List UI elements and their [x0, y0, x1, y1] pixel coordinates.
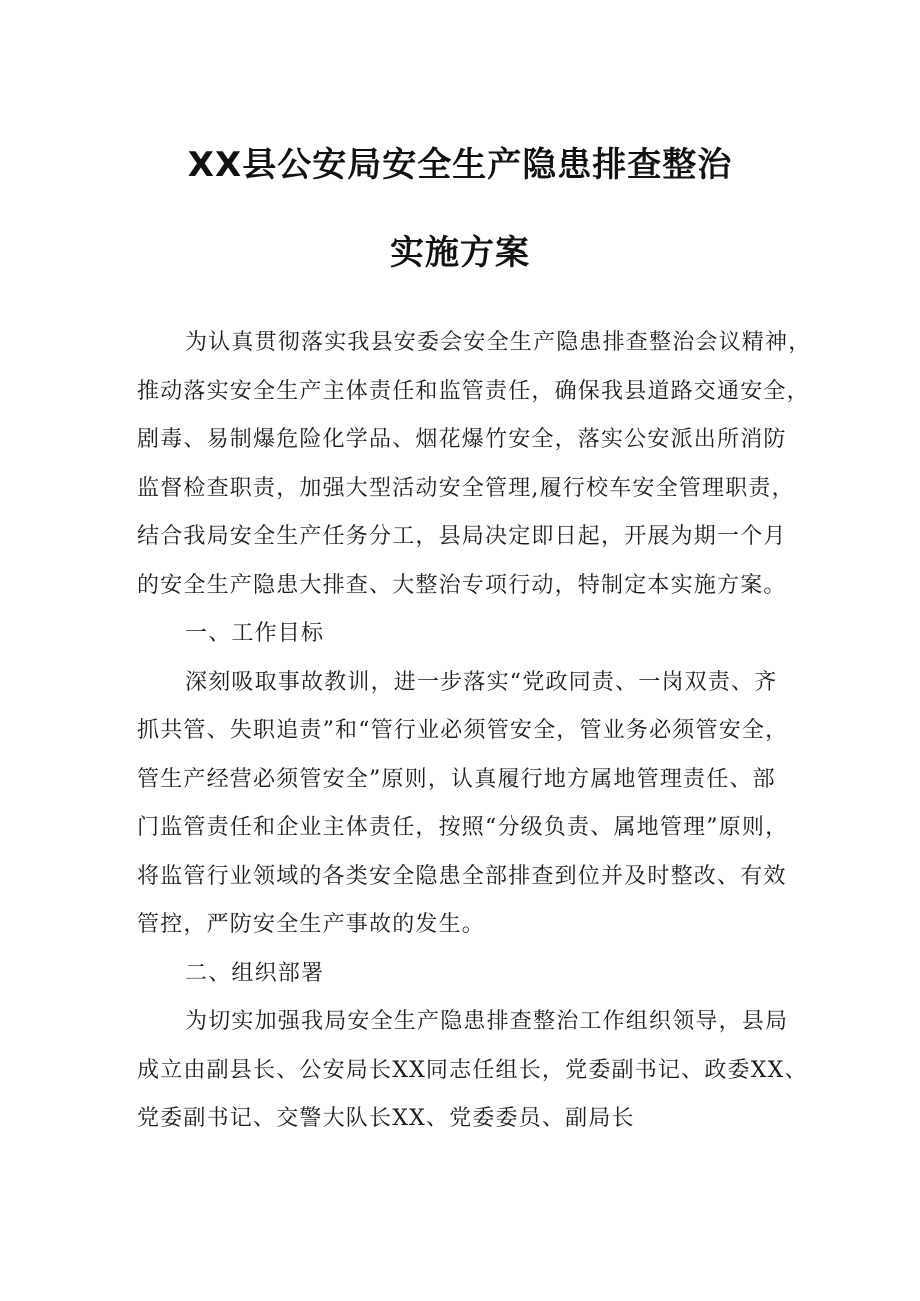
document-title-line-2: 实施方案 [390, 233, 530, 273]
paragraph-2-line-5: 将监管行业领域的各类安全隐患全部排查到位并及时整改、有效 [137, 864, 787, 889]
paragraph-2-line-3: 管生产经营必须管安全”原则，认真履行地方属地管理责任、部 [137, 767, 776, 792]
paragraph-1-line-2: 推动落实安全生产主体责任和监管责任，确保我县道路交通安全， [137, 379, 810, 404]
paragraph-2-line-4: 门监管责任和企业主体责任，按照“分级负责、属地管理”原则， [137, 815, 789, 840]
paragraph-3-line-1: 为切实加强我局安全生产隐患排查整治工作组织领导，县局 [185, 1009, 789, 1034]
paragraph-2-line-1: 深刻吸取事故教训，进一步落实“党政同责、一岗双责、齐 [185, 670, 778, 695]
paragraph-1-line-1: 为认真贯彻落实我县安委会安全生产隐患排查整治会议精神， [185, 330, 812, 355]
paragraph-2-line-2: 抓共管、失职追责”和“管行业必须管安全，管业务必须管安全， [137, 718, 789, 743]
paragraph-1-line-6: 的安全生产隐患大排查、大整治专项行动，特制定本实施方案。 [137, 573, 787, 598]
paragraph-1-line-5: 结合我局安全生产任务分工，县局决定即日起，开展为期一个月 [137, 524, 787, 549]
section-heading-organization: 二、组织部署 [185, 961, 325, 986]
paragraph-2-line-6: 管控，严防安全生产事故的发生。 [137, 912, 486, 937]
section-heading-work-goals: 一、工作目标 [185, 621, 325, 646]
paragraph-3-line-3: 党委副书记、交警大队长XX、党委委员、副局长 [137, 1106, 635, 1131]
paragraph-3-line-2: 成立由副县长、公安局长XX同志任组长，党委副书记、政委XX、 [137, 1058, 808, 1083]
paragraph-1-line-4: 监督检查职责，加强大型活动安全管理,履行校车安全管理职责， [137, 476, 795, 501]
paragraph-1-line-3: 剧毒、易制爆危险化学品、烟花爆竹安全，落实公安派出所消防 [137, 427, 787, 452]
document-title-line-1: XX县公安局安全生产隐患排查整治 [187, 145, 733, 185]
